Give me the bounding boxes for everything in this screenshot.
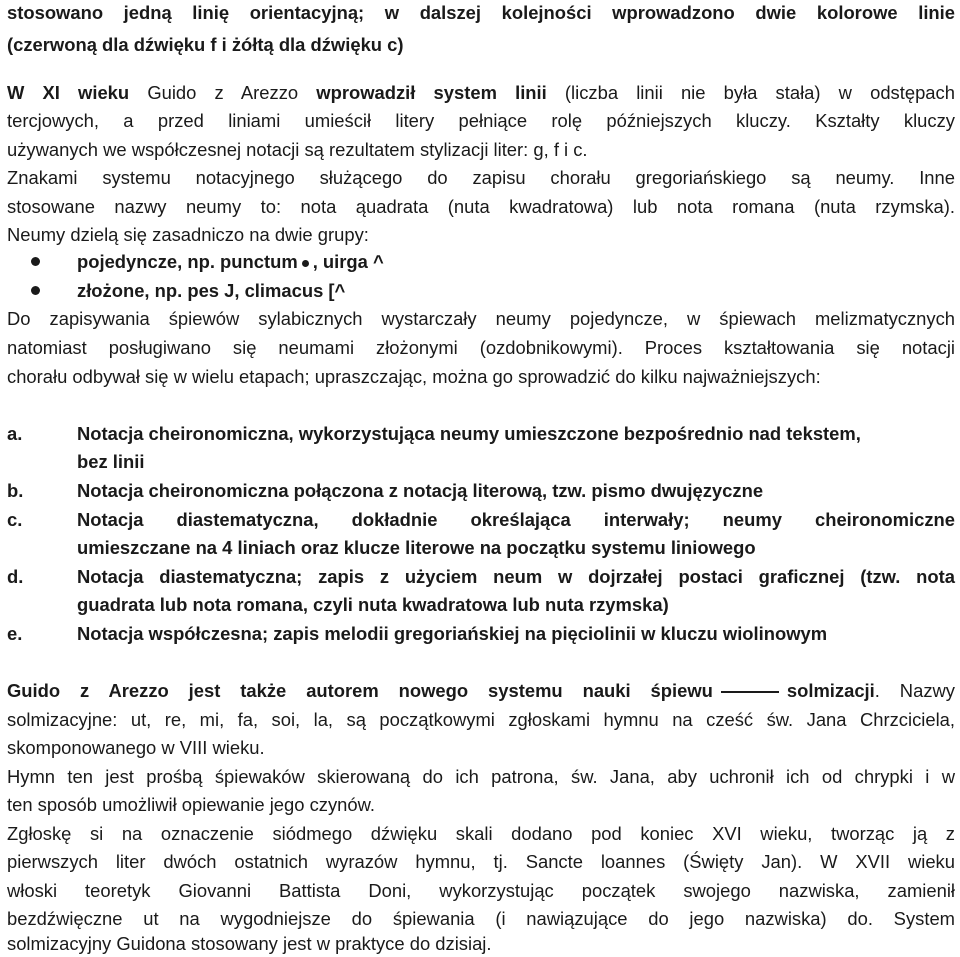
bullet-item-single: pojedyncze, np. punctum , uirga ^	[77, 251, 384, 272]
solmization-line-3: skomponowanego w VIII wieku.	[7, 737, 265, 758]
guido-lines-note: (liczba linii nie była stała) w odstępach	[564, 82, 955, 103]
guido-paragraph-line-3: używanych we współczesnej notacji są rezultatem stylizacji liter: g, f i c.	[7, 139, 588, 160]
guido-paragraph-line-1	[7, 80, 955, 106]
si-line-1: Zgłoskę si na oznaczenie siódmego dźwięku skali dodano pod koniec XVI wieku, tworząc ją z	[7, 823, 955, 844]
intro-line-1: stosowano jedną linię orientacyjną; w dalszej kolejności wprowadzono dwie kolorowe linie	[7, 2, 955, 23]
list-item-c-line-1: Notacja diastematyczna, dokładnie określająca interwały; neumy cheironomiczne	[77, 509, 955, 530]
hymn-line-1: Hymn ten jest prośbą śpiewaków skierowaną do ich patrona, św. Jana, aby uchronił ich od chrypki i w	[7, 766, 955, 787]
list-label-e: e.	[7, 623, 23, 644]
list-label-c: c.	[7, 509, 23, 530]
list-item-e-line-1: Notacja współczesna; zapis melodii gregoriańskiej na pięciolinii w kluczu wiolinowym	[77, 623, 828, 644]
list-item-b-line-1: Notacja cheironomiczna połączona z notacją literową, tzw. pismo dwujęzyczne	[77, 480, 764, 501]
neumy-line-2: stosowane nazwy neumy to: nota ąuadrata (nuta kwadratowa) lub nota romana (nuta rzymska).	[7, 196, 955, 217]
solmization-line-1: Guido z Arezzo jest także autorem nowego systemu nauki śpiewu solmizacji. Nazwy	[7, 680, 955, 701]
solmization-line-2: solmizacyjne: ut, re, mi, fa, soi, la, są początkowymi zgłoskami hymnu na cześć św. Jana Chrzciciela,	[7, 709, 955, 730]
si-line-4: bezdźwięczne ut na wygodniejsze do śpiewania (i nawiązujące do jego nazwiska) do. System	[7, 908, 955, 929]
em-dash	[721, 691, 779, 693]
neumy-line-1: Znakami systemu notacyjnego służącego do zapisu chorału gregoriańskiego są neumy. Inne	[7, 167, 955, 188]
si-line-3: włoski teoretyk Giovanni Battista Doni, wykorzystując początek swojego nazwiska, zamienił	[7, 880, 955, 901]
guido-paragraph-line-2: tercjowych, a przed liniami umieścił litery pełniące rolę późniejszych kluczy. Kształty kluczy	[7, 110, 955, 131]
para3-line-3: chorału odbywał się w wielu etapach; upraszczając, można go sprowadzić do kilku najważniejszych:	[7, 366, 821, 387]
punctum-dot-icon	[302, 260, 309, 267]
guido-name: Guido z Arezzo	[147, 82, 299, 103]
hymn-line-2: ten sposób umożliwił opiewanie jego czynów.	[7, 794, 376, 815]
list-item-a-line-2: bez linii	[77, 451, 145, 472]
intro-line-2: (czerwoną dla dźwięku f i żółtą dla dźwięku c)	[7, 34, 404, 55]
list-item-d-line-2: guadrata lub nota romana, czyli nuta kwadratowa lub nuta rzymska)	[77, 594, 669, 615]
list-label-a: a.	[7, 423, 23, 444]
neumy-line-3: Neumy dzielą się zasadniczo na dwie grupy:	[7, 224, 369, 245]
para3-line-1: Do zapisywania śpiewów sylabicznych wystarczały neumy pojedyncze, w śpiewach melizmatycznych	[7, 308, 955, 329]
guido-system: wprowadził system linii	[316, 82, 547, 103]
bullet-icon	[31, 257, 40, 266]
si-line-2: pierwszych liter dwóch ostatnich wyrazów hymnu, tj. Sancte loannes (Święty Jan). W XVII wieku	[7, 851, 955, 872]
bullet-icon	[31, 286, 40, 295]
list-item-a-line-1: Notacja cheironomiczna, wykorzystująca neumy umieszczone bezpośrednio nad tekstem,	[77, 423, 861, 444]
list-label-d: d.	[7, 566, 24, 587]
list-label-b: b.	[7, 480, 24, 501]
si-line-5: solmizacyjny Guidona stosowany jest w praktyce do dzisiaj.	[7, 933, 492, 954]
para3-line-2: natomiast posługiwano się neumami złożonymi (ozdobnikowymi). Proces kształtowania się notacji	[7, 337, 955, 358]
bullet-item-compound: złożone, np. pes J, climacus [^	[77, 280, 346, 301]
list-item-c-line-2: umieszczane na 4 liniach oraz klucze literowe na początku systemu liniowego	[77, 537, 756, 558]
guido-century: W XI wieku	[7, 82, 130, 103]
list-item-d-line-1: Notacja diastematyczna; zapis z użyciem neum w dojrzałej postaci graficznej (tzw. nota	[77, 566, 955, 587]
